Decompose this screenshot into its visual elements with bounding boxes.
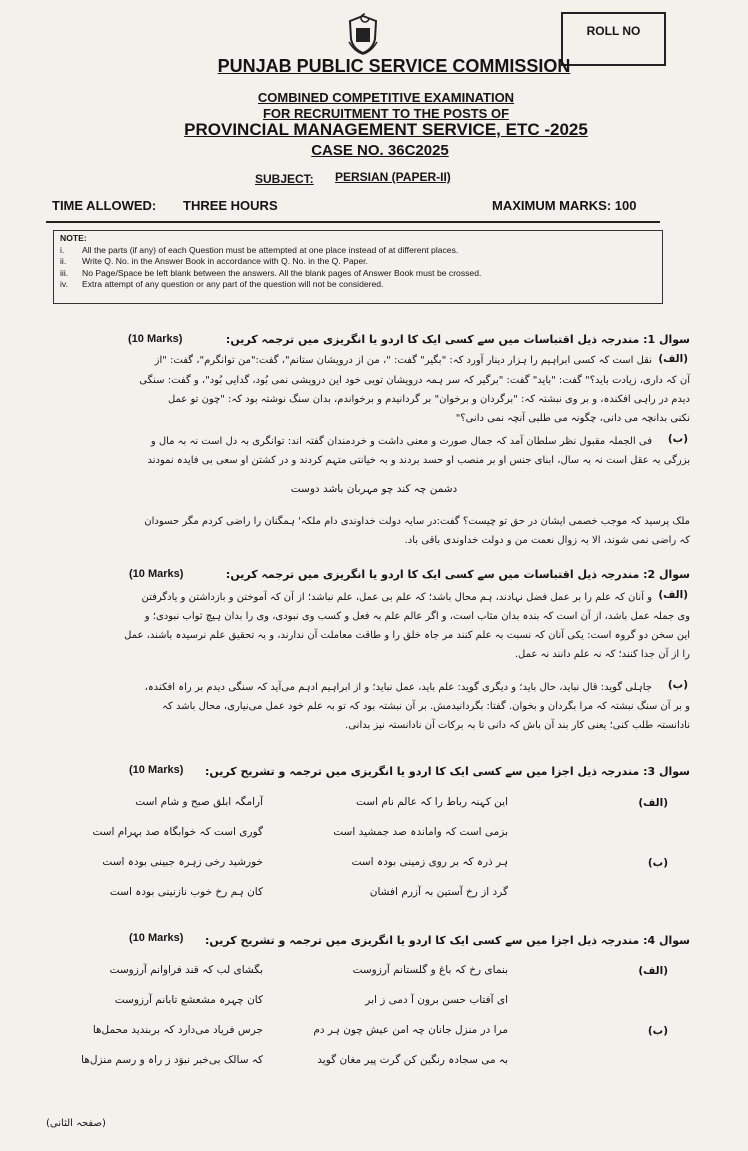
subject-value: PERSIAN (PAPER-II) — [335, 170, 451, 184]
q4-b-verse-2-left: کہ سالک بی‌خبر نبوَد ز راہ و رسم منزل‌ها — [81, 1054, 263, 1066]
q2-b-label: (ب) — [667, 679, 688, 691]
q2-a-label: (الف) — [658, 589, 688, 601]
q3-b-verse-1-left: خورشید رخی زہرہ جبینی بودہ است — [102, 856, 263, 868]
q4-a-verse-1-left: بگشای لب کہ قند فراوانم آرزوست — [109, 964, 263, 976]
q3-b-label: (ب) — [647, 857, 668, 869]
q1-a-label: (الف) — [658, 353, 688, 365]
q4-b-verse-1-right: مرا در منزل جانان چہ امن عیش چون ہر دم — [313, 1024, 508, 1036]
q4-a-verse-2-right: ای آفتاب حسن برون آ دمی ز ابر — [365, 994, 508, 1006]
q3-a-verse-1-left: آرامگہ ابلق صبح و شام است — [135, 796, 263, 808]
q1-marks: (10 Marks) — [128, 333, 183, 345]
q4-marks: (10 Marks) — [129, 932, 184, 944]
q2-b-text-cont: و بر آن سنگ نبشتہ کہ مرا بگردان و بخوان. گفتا: بگردانیدمش. بر آن نبشتہ بود کہ تو بہ علم خود عمل می‌نیاری، محال باشد کہ نادانستہ طلب کنی؛ یعنی کار بند آن باش کہ دانی تا بہ برکات آن نادانستہ نیز بدانی. — [162, 701, 690, 731]
q3-a-verse-1-right: این کہنہ رباط را کہ عالم نام است — [355, 796, 508, 808]
page-footer: (صفحہ الثانی) — [46, 1118, 106, 1129]
q1-b-text-cont: بزرگی بہ عقل است نہ بہ سال، ابنای جنس او بر منصب او حسد بردند و بہ خیانتی متہم کردند و در کشتن او سعی بی فایدہ نمودند — [147, 455, 690, 466]
note-item: iii. No Page/Space be left blank between the answers. All the blank pages of Answer Book must be crossed. — [60, 267, 482, 278]
q3-b-verse-2-left: کان ہم رخ خوب نازنینی بودہ است — [109, 886, 263, 898]
q2-marks: (10 Marks) — [129, 568, 184, 580]
q3-heading: سوال 3: مندرجہ ذیل اجزا میں سے کسی ایک کا اردو یا انگریزی میں ترجمہ و تشریح کریں: — [204, 765, 690, 778]
ppsc-emblem-icon — [343, 12, 383, 56]
q2-b-text: جاہلی گوید: قال نباید، حال باید؛ و دیگری گوید: علم باید، عمل نباید؛ و از ابراہیم ادہم می‌آید کہ سنگی دیدم بر راہ افکندہ، — [144, 682, 652, 693]
header-divider — [46, 221, 660, 223]
q4-heading: سوال 4: مندرجہ ذیل اجزا میں سے کسی ایک کا اردو یا انگریزی میں ترجمہ و تشریح کریں: — [204, 934, 690, 947]
q4-a-verse-2-left: کان چہرہ مشعشع تابانم آرزوست — [114, 994, 263, 1006]
q2-heading: سوال 2: مندرجہ ذیل اقتباسات میں سے کسی ایک کا اردو یا انگریزی میں ترجمہ کریں: — [225, 568, 690, 581]
q3-marks: (10 Marks) — [129, 764, 184, 776]
note-item: iv. Extra attempt of any question or any part of the question will not be considered. — [60, 279, 384, 290]
q4-a-label: (الف) — [638, 965, 668, 977]
q1-a-text-cont: آن کہ داری، زیادت باید؟" گفت: "باید" گفت: "برگیر کہ سر ہمہ درویشان تویی خود این درویشی نمی بُود، گدایی بُود"، و گفت: سنگی دیدم در راہی افکندہ، و بر وی نبشتہ کہ: "برگردان و برخوان" بر گردانیدم و برخواندم، بدان سنگ نوشتہ بود کہ: "چون تو عمل نکنی بدانچہ می دانی، چگونہ می طلبی آنچہ نمی دانی؟" — [139, 375, 690, 424]
q1-a-text: نقل است کہ کسی ابراہیم را ہزار دینار آورد کہ: "بگیر" گفت: "، من از درویشان ستانم"، گفت:"من توانگرم"، گفت: "از — [154, 355, 652, 366]
maximum-marks: MAXIMUM MARKS: 100 — [492, 198, 637, 213]
q3-b-verse-2-right: گرد از رخ آستین بہ آزرم افشان — [369, 886, 508, 898]
note-title: NOTE: — [60, 233, 87, 243]
q1-b-verse: دشمن چہ کند چو مہربان باشد دوست — [290, 483, 458, 495]
q3-a-label: (الف) — [638, 797, 668, 809]
note-item: ii. Write Q. No. in the Answer Book in accordance with Q. No. in the Q. Paper. — [60, 256, 368, 267]
q2-a-text: و آنان کہ علم را بر عمل فضل نہادند، ہم محال باشد؛ کہ علم بی عمل، علم نباشد؛ از آن کہ آموختن و بازداشتن و یادگرفتن — [141, 592, 652, 603]
q1-b-tail: ملک پرسید کہ موجب خصمی ایشان در حق تو چیست؟ گفت:در سایہ دولت خداوندی دام ملکہ' ہمگنان را راضی کردم مگر حسودان کہ راضی نمی شوند، الا بہ زوال نعمت من و دولت خداوندی باقی باد. — [144, 516, 690, 546]
q4-b-verse-2-right: بہ می سجادہ رنگین کن گرت پیر مغان گوید — [317, 1054, 508, 1066]
q3-a-verse-2-right: بزمی است کہ واماندہ صد جمشید است — [333, 826, 508, 838]
commission-title: PUNJAB PUBLIC SERVICE COMMISSION — [217, 56, 571, 76]
q1-heading: سوال 1: مندرجہ ذیل اقتباسات میں سے کسی ایک کا اردو یا انگریزی میں ترجمہ کریں: — [225, 333, 690, 346]
recruitment-line: FOR RECRUITMENT TO THE POSTS OF — [262, 106, 510, 121]
q4-a-verse-1-right: بنمای رخ کہ باغ و گلستانم آرزوست — [352, 964, 508, 976]
q1-b-text: فی الجملہ مقبول نظر سلطان آمد کہ جمال صورت و معنی داشت و خردمندان گفتہ اند: توانگری بہ دل است نہ بہ مال و — [150, 436, 652, 447]
q3-b-verse-1-right: ہر ذرہ کہ بر روی زمینی بودہ است — [351, 856, 508, 868]
q4-b-verse-1-left: جرس فریاد می‌دارد کہ بربندید محمل‌ها — [92, 1024, 263, 1036]
note-item: i. All the parts (if any) of each Question must be attempted at one place instead of at different places. — [60, 244, 459, 255]
service-title: PROVINCIAL MANAGEMENT SERVICE, ETC -2025 — [184, 120, 588, 139]
time-allowed-value: THREE HOURS — [183, 198, 278, 213]
case-number: CASE NO. 36C2025 — [311, 142, 449, 159]
time-allowed-label: TIME ALLOWED: — [52, 198, 157, 213]
exam-title: COMBINED COMPETITIVE EXAMINATION — [257, 90, 515, 105]
q2-a-text-cont: وی جملہ عمل باشد، از آن است کہ بندہ بدان مثاب است، و اگر عالم علم بہ فعل و کسب وی نبودی، وی را بدان ہیچ ثواب نبودی؛ و این سخن دو گروہ است: یکی آنان کہ نسبت بہ علم کنند مر جاہ خلق را و طاقت معاملت آن ندارند، و بہ تحقیق علم نرسیدہ باشند، عمل را از آن جدا کنند؛ کہ نہ علم دانند نہ عمل. — [124, 611, 690, 660]
roll-no-label: ROLL NO — [586, 24, 641, 38]
q1-b-label: (ب) — [667, 433, 688, 445]
subject-label: SUBJECT: — [255, 172, 314, 186]
note-box — [53, 230, 663, 304]
q4-b-label: (ب) — [647, 1025, 668, 1037]
q3-a-verse-2-left: گوری است کہ خوابگاہ صد بہرام است — [92, 826, 263, 838]
